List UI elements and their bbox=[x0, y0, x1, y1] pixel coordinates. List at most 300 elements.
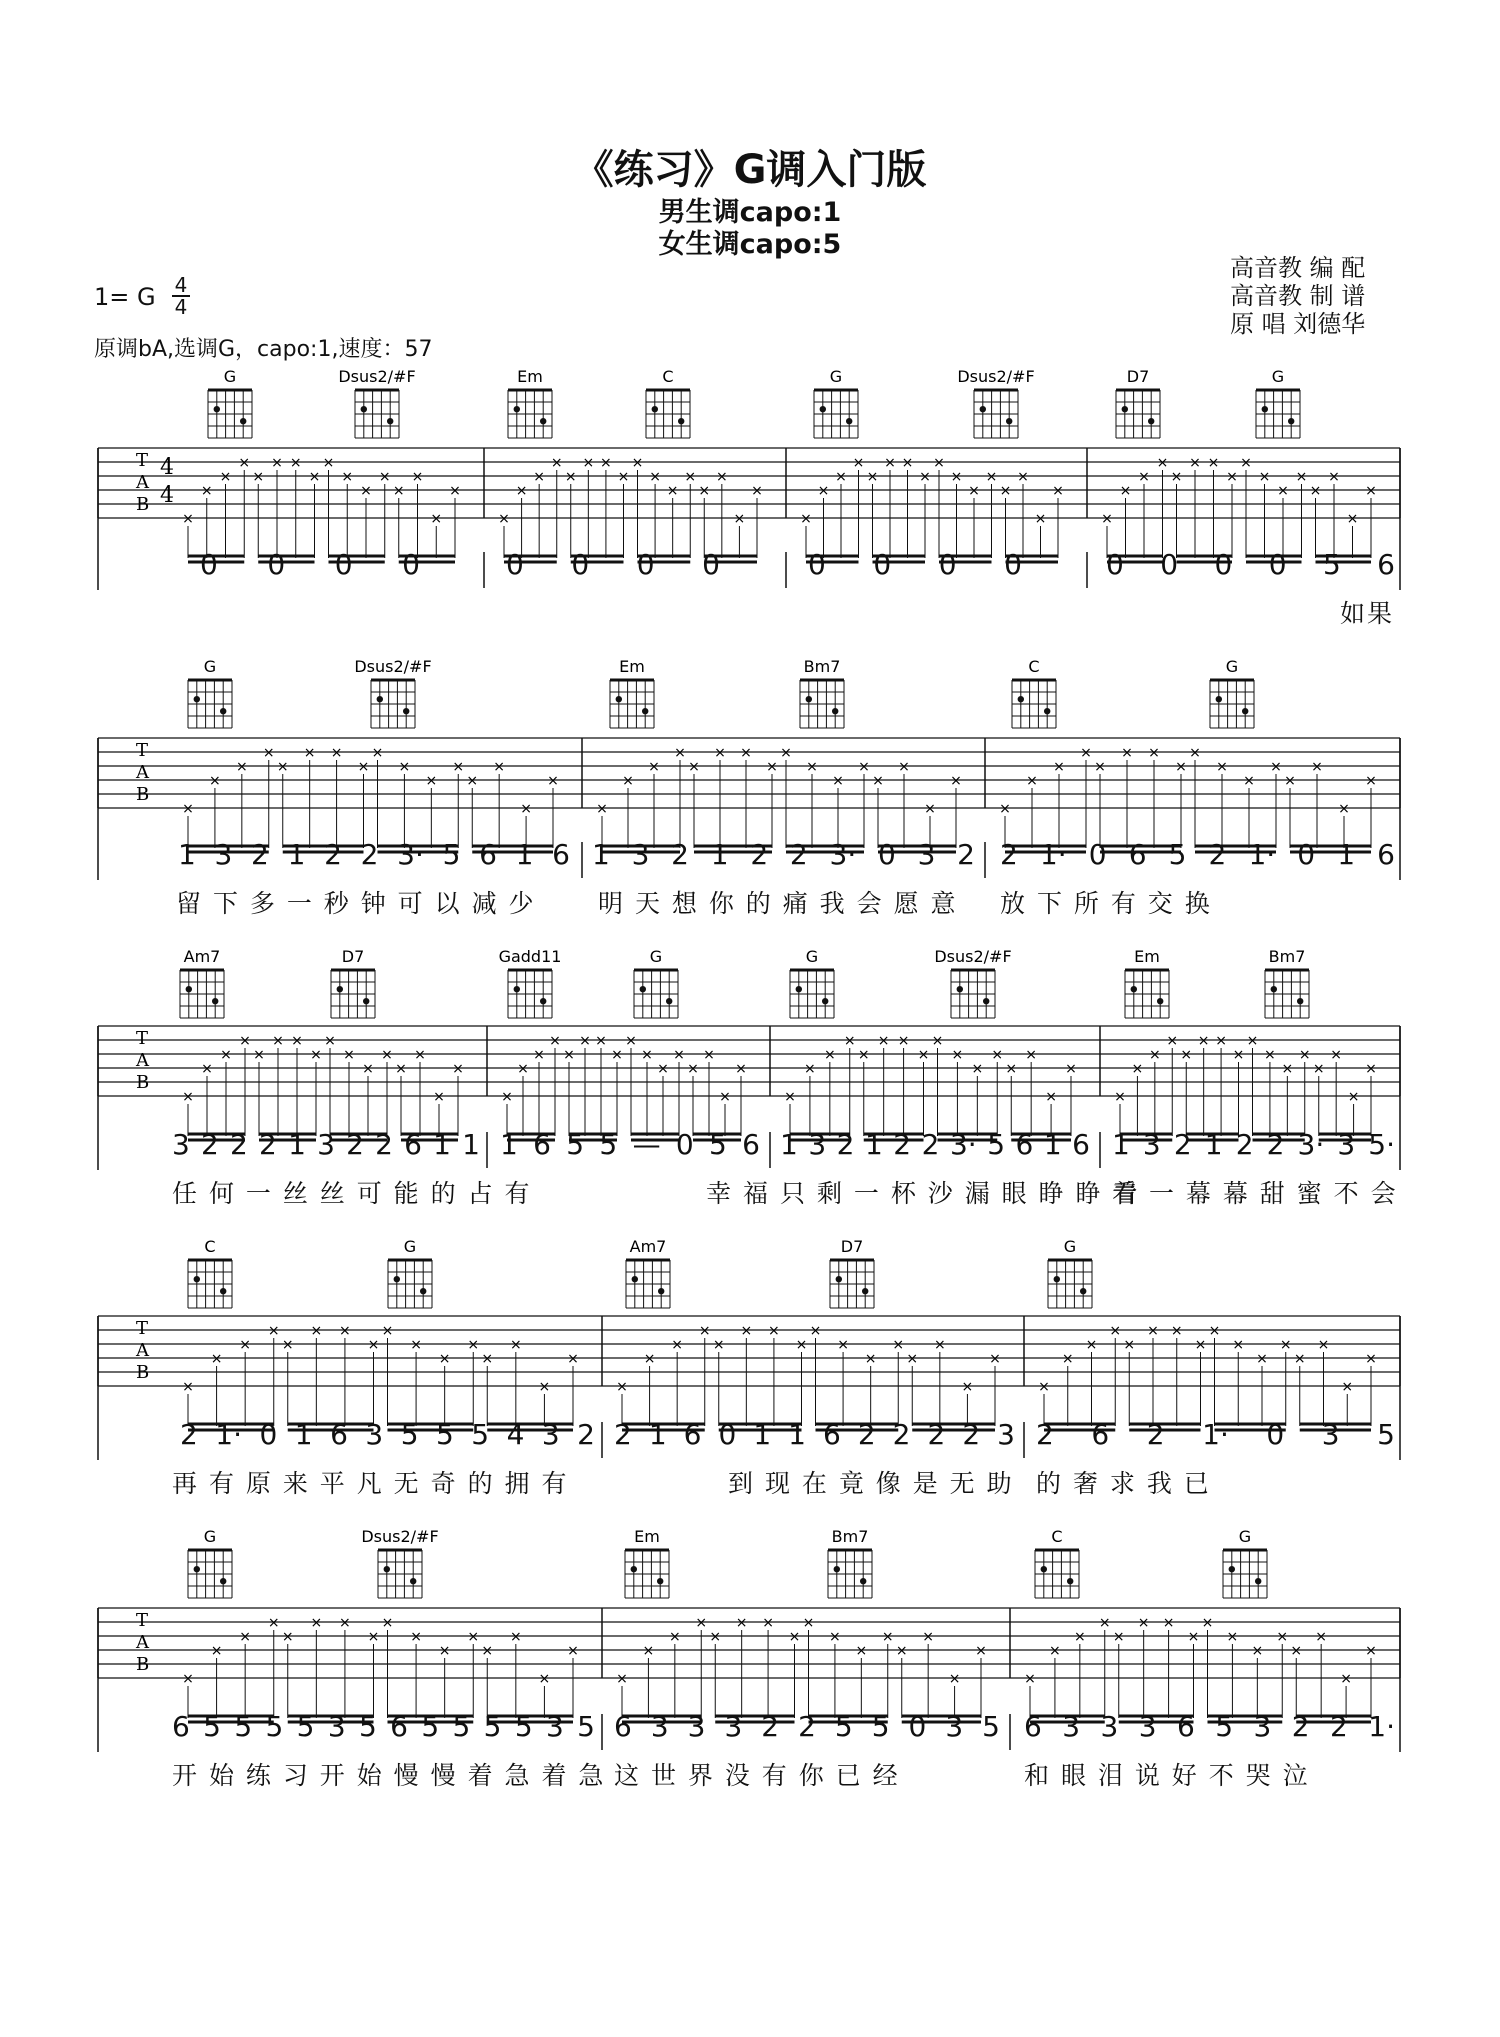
chord-diagram bbox=[331, 947, 375, 1018]
svg-text:×: × bbox=[1365, 1061, 1377, 1077]
svg-text:×: × bbox=[1112, 1629, 1125, 1645]
svg-text:×: × bbox=[642, 1643, 655, 1659]
svg-text:×: × bbox=[324, 1033, 336, 1049]
svg-text:×: × bbox=[367, 1629, 380, 1645]
svg-text:×: × bbox=[1137, 1615, 1150, 1631]
chord-diagram bbox=[646, 367, 690, 438]
subtitle-male-capo: 男生调capo:1 bbox=[658, 197, 842, 228]
svg-text:×: × bbox=[1347, 1089, 1360, 1105]
tab-timesig-digit: 4 bbox=[160, 483, 174, 508]
svg-text:×: × bbox=[1025, 1047, 1038, 1063]
svg-text:×: × bbox=[509, 1337, 522, 1353]
svg-text:×: × bbox=[1317, 1337, 1330, 1353]
svg-text:×: × bbox=[855, 1643, 868, 1659]
svg-text:×: × bbox=[1148, 745, 1160, 761]
svg-text:×: × bbox=[1258, 469, 1271, 485]
svg-text:×: × bbox=[1251, 1643, 1264, 1659]
svg-text:×: × bbox=[267, 1615, 280, 1631]
svg-text:×: × bbox=[1232, 1337, 1245, 1353]
chord-name: C bbox=[1051, 1527, 1063, 1546]
svg-text:×: × bbox=[687, 1061, 699, 1077]
svg-text:×: × bbox=[780, 745, 792, 761]
svg-text:×: × bbox=[210, 1351, 223, 1367]
svg-text:×: × bbox=[1148, 1047, 1161, 1063]
svg-text:×: × bbox=[877, 1033, 890, 1049]
notation-measure: 6 5 5 5 5 3 5 6 5 5 5 5 3 5 bbox=[172, 1710, 595, 1743]
svg-text:×: × bbox=[1080, 745, 1092, 761]
subtitle-female-capo: 女生调capo:5 bbox=[658, 229, 842, 260]
lyric-line: 到 现 在 竟 像 是 无 助 bbox=[728, 1469, 1014, 1498]
tab-measure-pattern bbox=[182, 455, 461, 562]
svg-text:×: × bbox=[1085, 1337, 1098, 1353]
chord-diagram bbox=[361, 1527, 438, 1598]
notation-measure: 1 3 2 1 2 2 3· 3 5· bbox=[1112, 1128, 1395, 1161]
svg-text:×: × bbox=[1121, 745, 1133, 761]
svg-text:×: × bbox=[858, 759, 870, 775]
chord-grid-icon bbox=[951, 970, 995, 1018]
time-sig-bottom: 4 bbox=[174, 295, 188, 319]
chord-diagram bbox=[830, 1237, 874, 1308]
notation-measure: 6 3 3 3 2 2 5 5 0 3 5 bbox=[614, 1710, 1000, 1743]
svg-text:×: × bbox=[657, 1061, 669, 1077]
chord-name: G bbox=[203, 1527, 217, 1546]
svg-text:×: × bbox=[857, 1047, 870, 1063]
svg-text:×: × bbox=[547, 773, 559, 789]
svg-text:×: × bbox=[267, 1323, 280, 1339]
chord-grid-icon bbox=[1265, 970, 1309, 1018]
svg-text:×: × bbox=[567, 1643, 579, 1659]
tab-measure-pattern bbox=[616, 1323, 1001, 1430]
chord-grid-icon bbox=[1210, 680, 1254, 728]
svg-text:×: × bbox=[538, 1379, 551, 1395]
svg-text:×: × bbox=[872, 773, 884, 789]
svg-text:×: × bbox=[895, 1643, 908, 1659]
svg-text:×: × bbox=[357, 759, 370, 775]
svg-text:×: × bbox=[1052, 483, 1064, 499]
svg-text:×: × bbox=[617, 469, 630, 485]
svg-text:×: × bbox=[498, 511, 510, 527]
chord-grid-icon bbox=[1012, 680, 1056, 728]
svg-text:×: × bbox=[1340, 1671, 1352, 1687]
svg-text:×: × bbox=[1166, 1033, 1179, 1049]
tab-letter: T bbox=[136, 1610, 149, 1631]
notation-measure: 1 6 5 5 — 0 5 6 bbox=[500, 1128, 760, 1161]
chord-name: G bbox=[1238, 1527, 1252, 1546]
svg-text:×: × bbox=[740, 745, 752, 761]
chord-diagram bbox=[790, 947, 834, 1018]
svg-text:×: × bbox=[999, 801, 1011, 817]
svg-text:×: × bbox=[733, 511, 746, 527]
chord-name: G bbox=[805, 947, 819, 966]
notation-measure: 6 3 3 3 6 5 3 2 2 1· bbox=[1024, 1710, 1395, 1743]
svg-text:×: × bbox=[563, 1047, 575, 1063]
svg-text:×: × bbox=[989, 1351, 1001, 1367]
svg-text:×: × bbox=[806, 759, 818, 775]
svg-text:×: × bbox=[933, 455, 945, 471]
notation-measure: 2 1· 0 6 5 2 1· 0 1 6 bbox=[1000, 838, 1395, 871]
key-label: 1= G bbox=[94, 283, 156, 311]
svg-text:×: × bbox=[1038, 1379, 1050, 1395]
svg-text:×: × bbox=[182, 1089, 194, 1105]
chord-name: G bbox=[1225, 657, 1239, 676]
svg-text:×: × bbox=[1156, 455, 1169, 471]
svg-text:×: × bbox=[343, 1047, 355, 1063]
chord-diagram bbox=[388, 1237, 432, 1308]
svg-text:×: × bbox=[1298, 1047, 1311, 1063]
svg-text:×: × bbox=[931, 1033, 944, 1049]
chord-diagram bbox=[934, 947, 1011, 1018]
svg-text:×: × bbox=[564, 469, 577, 485]
svg-text:×: × bbox=[1094, 759, 1106, 775]
chord-name: Am7 bbox=[629, 1237, 667, 1256]
svg-text:×: × bbox=[1138, 469, 1150, 485]
svg-text:×: × bbox=[1365, 483, 1377, 499]
svg-text:×: × bbox=[466, 773, 479, 789]
svg-text:×: × bbox=[616, 1379, 628, 1395]
svg-text:×: × bbox=[252, 469, 265, 485]
chord-name: G bbox=[829, 367, 843, 386]
svg-text:×: × bbox=[1170, 1323, 1183, 1339]
chord-diagram bbox=[625, 1527, 669, 1598]
tab-letter: A bbox=[136, 472, 149, 493]
tab-measure-pattern bbox=[1038, 1323, 1377, 1430]
notation-measure: 1 3 2 1 2 2 3· 5 6 1 6 bbox=[780, 1128, 1090, 1161]
svg-text:×: × bbox=[897, 1033, 910, 1049]
chord-grid-icon bbox=[180, 970, 224, 1018]
svg-text:×: × bbox=[1281, 1061, 1294, 1077]
svg-text:×: × bbox=[1256, 1351, 1268, 1367]
tab-letter: T bbox=[136, 1318, 149, 1339]
svg-text:×: × bbox=[1232, 1047, 1245, 1063]
credit-transcriber: 高音教 制 谱 bbox=[1230, 282, 1366, 310]
svg-text:×: × bbox=[239, 1337, 252, 1353]
chord-name: G bbox=[403, 1237, 417, 1256]
svg-text:×: × bbox=[884, 455, 896, 471]
chord-diagram bbox=[188, 1527, 232, 1598]
chord-diagram bbox=[208, 367, 252, 438]
svg-text:×: × bbox=[1049, 1643, 1061, 1659]
svg-text:×: × bbox=[1207, 455, 1220, 471]
svg-text:×: × bbox=[452, 1061, 464, 1077]
chord-name: Dsus2/#F bbox=[338, 367, 416, 386]
svg-text:×: × bbox=[1365, 1351, 1377, 1367]
svg-text:×: × bbox=[1197, 1033, 1210, 1049]
svg-text:×: × bbox=[631, 455, 644, 471]
lyric-line: 只 剩 一 杯 沙 漏 眼 睁 睁 看 bbox=[780, 1179, 1140, 1208]
chord-name: Dsus2/#F bbox=[361, 1527, 439, 1546]
svg-text:×: × bbox=[668, 1629, 681, 1645]
svg-text:×: × bbox=[684, 469, 697, 485]
svg-text:×: × bbox=[310, 1323, 323, 1339]
svg-text:×: × bbox=[239, 1033, 251, 1049]
svg-text:×: × bbox=[291, 1033, 303, 1049]
svg-text:×: × bbox=[1279, 1337, 1292, 1353]
chord-grid-icon bbox=[1125, 970, 1169, 1018]
svg-text:×: × bbox=[1276, 1629, 1289, 1645]
svg-text:×: × bbox=[1189, 745, 1201, 761]
svg-text:×: × bbox=[493, 759, 506, 775]
chord-grid-icon bbox=[208, 390, 252, 438]
lyric-line: 和 眼 泪 说 好 不 哭 泣 bbox=[1024, 1761, 1310, 1790]
chord-name: Em bbox=[634, 1527, 660, 1546]
svg-text:×: × bbox=[795, 1337, 808, 1353]
svg-text:×: × bbox=[1147, 1323, 1159, 1339]
lyric-line: 放 下 所 有 交 换 bbox=[1000, 889, 1212, 918]
chord-diagram bbox=[957, 367, 1034, 438]
svg-text:×: × bbox=[1365, 773, 1377, 789]
chord-name: G bbox=[649, 947, 663, 966]
svg-text:×: × bbox=[201, 1061, 213, 1077]
svg-text:×: × bbox=[1330, 1047, 1343, 1063]
svg-text:×: × bbox=[430, 511, 443, 527]
svg-text:×: × bbox=[649, 469, 661, 485]
chord-diagram bbox=[814, 367, 858, 438]
chord-grid-icon bbox=[974, 390, 1018, 438]
svg-text:×: × bbox=[823, 1047, 836, 1063]
chord-diagram bbox=[188, 657, 232, 728]
chord-grid-icon bbox=[646, 390, 690, 438]
svg-text:×: × bbox=[751, 483, 763, 499]
svg-text:×: × bbox=[182, 511, 194, 527]
svg-text:×: × bbox=[715, 469, 728, 485]
svg-text:×: × bbox=[735, 1061, 747, 1077]
lyric-line: 留 下 多 一 秒 钟 可 以 减 少 bbox=[176, 889, 536, 918]
chord-grid-icon bbox=[634, 970, 678, 1018]
svg-text:×: × bbox=[515, 483, 528, 499]
svg-text:×: × bbox=[235, 759, 248, 775]
svg-text:×: × bbox=[919, 469, 931, 485]
chord-diagram bbox=[1035, 1527, 1079, 1598]
svg-text:×: × bbox=[985, 469, 998, 485]
chord-diagram bbox=[1210, 657, 1254, 728]
svg-text:×: × bbox=[1162, 1615, 1175, 1631]
svg-text:×: × bbox=[381, 1323, 394, 1339]
chord-grid-icon bbox=[508, 390, 552, 438]
chord-name: Bm7 bbox=[803, 657, 841, 676]
svg-text:×: × bbox=[1073, 1629, 1086, 1645]
chord-grid-icon bbox=[508, 970, 552, 1018]
svg-text:×: × bbox=[467, 1337, 480, 1353]
svg-text:×: × bbox=[362, 1061, 374, 1077]
svg-text:×: × bbox=[182, 1379, 194, 1395]
svg-text:×: × bbox=[339, 1615, 351, 1631]
tempo-info: 原调bA,选调G，capo:1,速度：57 bbox=[94, 337, 433, 362]
svg-text:×: × bbox=[438, 1351, 451, 1367]
chord-grid-icon bbox=[378, 1550, 422, 1598]
svg-text:×: × bbox=[898, 759, 910, 775]
chord-grid-icon bbox=[610, 680, 654, 728]
notation-measure: 0 0 0 0 5 6 bbox=[1106, 548, 1395, 581]
chord-name: Bm7 bbox=[1268, 947, 1306, 966]
tab-letter: B bbox=[136, 784, 150, 805]
svg-text:×: × bbox=[1017, 469, 1029, 485]
svg-text:×: × bbox=[922, 1629, 935, 1645]
tab-letter: T bbox=[136, 740, 149, 761]
chord-grid-icon bbox=[625, 1550, 669, 1598]
svg-text:×: × bbox=[1180, 1047, 1193, 1063]
lyric-line: 开 始 练 习 开 始 慢 慢 着 急 着 急 bbox=[172, 1761, 606, 1790]
svg-text:×: × bbox=[1189, 455, 1201, 471]
svg-text:×: × bbox=[538, 1671, 551, 1687]
svg-text:×: × bbox=[622, 773, 634, 789]
svg-text:×: × bbox=[1270, 759, 1282, 775]
notation-measure: 3 2 2 2 1 3 2 2 6 1 1 bbox=[172, 1128, 480, 1161]
svg-text:×: × bbox=[768, 1323, 780, 1339]
svg-text:×: × bbox=[595, 1033, 607, 1049]
chord-diagram bbox=[610, 657, 654, 728]
svg-text:×: × bbox=[802, 1615, 815, 1631]
svg-text:×: × bbox=[968, 483, 980, 499]
chord-diagram bbox=[1223, 1527, 1267, 1598]
notation-measure: 2 1· 0 1 6 3 5 5 5 4 3 2 bbox=[180, 1418, 595, 1451]
notation-measure: 1 3 2 1 2 2 3· 0 3 2 bbox=[592, 838, 975, 871]
svg-text:×: × bbox=[835, 469, 847, 485]
tab-measure-pattern bbox=[182, 1323, 579, 1430]
svg-text:×: × bbox=[1119, 483, 1132, 499]
svg-text:×: × bbox=[596, 801, 608, 817]
svg-text:×: × bbox=[1309, 483, 1322, 499]
chord-name: G bbox=[1271, 367, 1285, 386]
svg-text:×: × bbox=[1201, 1615, 1214, 1631]
svg-text:×: × bbox=[1053, 759, 1065, 775]
chord-grid-icon bbox=[828, 1550, 872, 1598]
svg-text:×: × bbox=[766, 759, 778, 775]
credit-arranger: 高音教 编 配 bbox=[1230, 254, 1366, 282]
svg-text:×: × bbox=[712, 1337, 725, 1353]
svg-text:×: × bbox=[698, 483, 711, 499]
tab-measure-pattern bbox=[1024, 1615, 1377, 1722]
chord-name: Bm7 bbox=[831, 1527, 869, 1546]
svg-text:×: × bbox=[625, 1033, 637, 1049]
svg-text:×: × bbox=[866, 469, 879, 485]
lyric-line: 着 一 幕 幕 甜 蜜 不 会 bbox=[1112, 1179, 1398, 1208]
tab-letter: B bbox=[136, 1072, 150, 1093]
tab-measure-pattern bbox=[616, 1615, 987, 1722]
page-title: 《练习》G调入门版 bbox=[573, 147, 927, 193]
svg-text:×: × bbox=[1215, 1033, 1227, 1049]
chord-name: G bbox=[223, 367, 237, 386]
svg-text:×: × bbox=[330, 745, 343, 761]
svg-text:×: × bbox=[1208, 1323, 1221, 1339]
svg-text:×: × bbox=[438, 1643, 451, 1659]
svg-text:×: × bbox=[509, 1629, 522, 1645]
svg-text:×: × bbox=[666, 483, 679, 499]
chord-grid-icon bbox=[1035, 1550, 1079, 1598]
chord-grid-icon bbox=[331, 970, 375, 1018]
tab-measure-pattern bbox=[498, 455, 763, 562]
tab-measure-pattern bbox=[182, 1615, 579, 1722]
svg-text:×: × bbox=[1024, 1671, 1036, 1687]
svg-text:×: × bbox=[339, 1323, 351, 1339]
svg-text:×: × bbox=[809, 1323, 822, 1339]
chord-grid-icon bbox=[830, 1260, 874, 1308]
notation-measure: 2 6 2 1· 0 3 5 bbox=[1036, 1418, 1395, 1451]
svg-text:×: × bbox=[303, 745, 316, 761]
svg-text:×: × bbox=[533, 1047, 545, 1063]
lyric-line: 的 奢 求 我 已 bbox=[1036, 1469, 1211, 1498]
svg-text:×: × bbox=[182, 801, 194, 817]
svg-text:×: × bbox=[395, 1061, 407, 1077]
svg-text:×: × bbox=[950, 469, 963, 485]
chord-name: D7 bbox=[1126, 367, 1150, 386]
svg-text:×: × bbox=[688, 759, 700, 775]
tab-measure-pattern bbox=[784, 1033, 1077, 1140]
svg-text:×: × bbox=[1194, 1337, 1207, 1353]
svg-text:×: × bbox=[1277, 483, 1289, 499]
svg-text:×: × bbox=[381, 1615, 394, 1631]
tab-measure-pattern bbox=[800, 455, 1064, 562]
tab-measure-pattern bbox=[501, 1033, 747, 1140]
svg-text:×: × bbox=[1226, 1629, 1239, 1645]
svg-text:×: × bbox=[852, 455, 865, 471]
svg-text:×: × bbox=[1109, 1323, 1122, 1339]
svg-text:×: × bbox=[378, 469, 391, 485]
svg-text:×: × bbox=[643, 1351, 656, 1367]
svg-text:×: × bbox=[1284, 773, 1296, 789]
chord-name: G bbox=[203, 657, 217, 676]
svg-text:×: × bbox=[567, 1351, 579, 1367]
svg-text:×: × bbox=[1123, 1337, 1136, 1353]
tab-letter: A bbox=[136, 1340, 149, 1361]
svg-text:×: × bbox=[600, 455, 612, 471]
svg-text:×: × bbox=[709, 1629, 722, 1645]
notation-measure: 0 0 0 0 bbox=[808, 548, 1022, 581]
svg-text:×: × bbox=[550, 455, 563, 471]
svg-text:×: × bbox=[975, 1643, 987, 1659]
svg-text:×: × bbox=[762, 1615, 774, 1631]
svg-text:×: × bbox=[410, 1629, 422, 1645]
chord-diagram bbox=[1265, 947, 1309, 1018]
svg-text:×: × bbox=[310, 1615, 323, 1631]
tab-letter: B bbox=[136, 1362, 150, 1383]
chord-grid-icon bbox=[626, 1260, 670, 1308]
svg-text:×: × bbox=[673, 1047, 685, 1063]
svg-text:×: × bbox=[582, 455, 595, 471]
svg-text:×: × bbox=[308, 469, 321, 485]
chord-name: Em bbox=[1134, 947, 1160, 966]
chord-grid-icon bbox=[371, 680, 415, 728]
svg-text:×: × bbox=[449, 483, 461, 499]
svg-text:×: × bbox=[864, 1351, 877, 1367]
svg-text:×: × bbox=[1315, 1629, 1328, 1645]
svg-text:×: × bbox=[501, 1089, 513, 1105]
chord-grid-icon bbox=[1223, 1550, 1267, 1598]
svg-text:×: × bbox=[881, 1629, 894, 1645]
chord-diagram bbox=[180, 947, 224, 1018]
svg-text:×: × bbox=[276, 759, 289, 775]
svg-text:×: × bbox=[209, 773, 221, 789]
svg-text:×: × bbox=[788, 1629, 801, 1645]
svg-text:×: × bbox=[210, 1643, 223, 1659]
svg-text:×: × bbox=[703, 1047, 715, 1063]
svg-text:×: × bbox=[641, 1047, 653, 1063]
tab-measure-pattern bbox=[1114, 1033, 1377, 1140]
chord-name: C bbox=[204, 1237, 216, 1256]
chord-name: Em bbox=[517, 367, 543, 386]
svg-text:×: × bbox=[579, 1033, 591, 1049]
svg-text:×: × bbox=[924, 801, 936, 817]
svg-text:×: × bbox=[398, 759, 411, 775]
svg-text:×: × bbox=[1365, 1643, 1377, 1659]
lyric-line: 任 何 一 丝 丝 可 能 的 占 有 bbox=[172, 1179, 532, 1208]
svg-text:×: × bbox=[1346, 511, 1359, 527]
chord-name: Dsus2/#F bbox=[354, 657, 432, 676]
svg-text:×: × bbox=[272, 1033, 284, 1049]
chord-grid-icon bbox=[1116, 390, 1160, 438]
tab-measure-pattern bbox=[182, 745, 559, 852]
svg-text:×: × bbox=[917, 1047, 930, 1063]
svg-text:×: × bbox=[367, 1337, 380, 1353]
